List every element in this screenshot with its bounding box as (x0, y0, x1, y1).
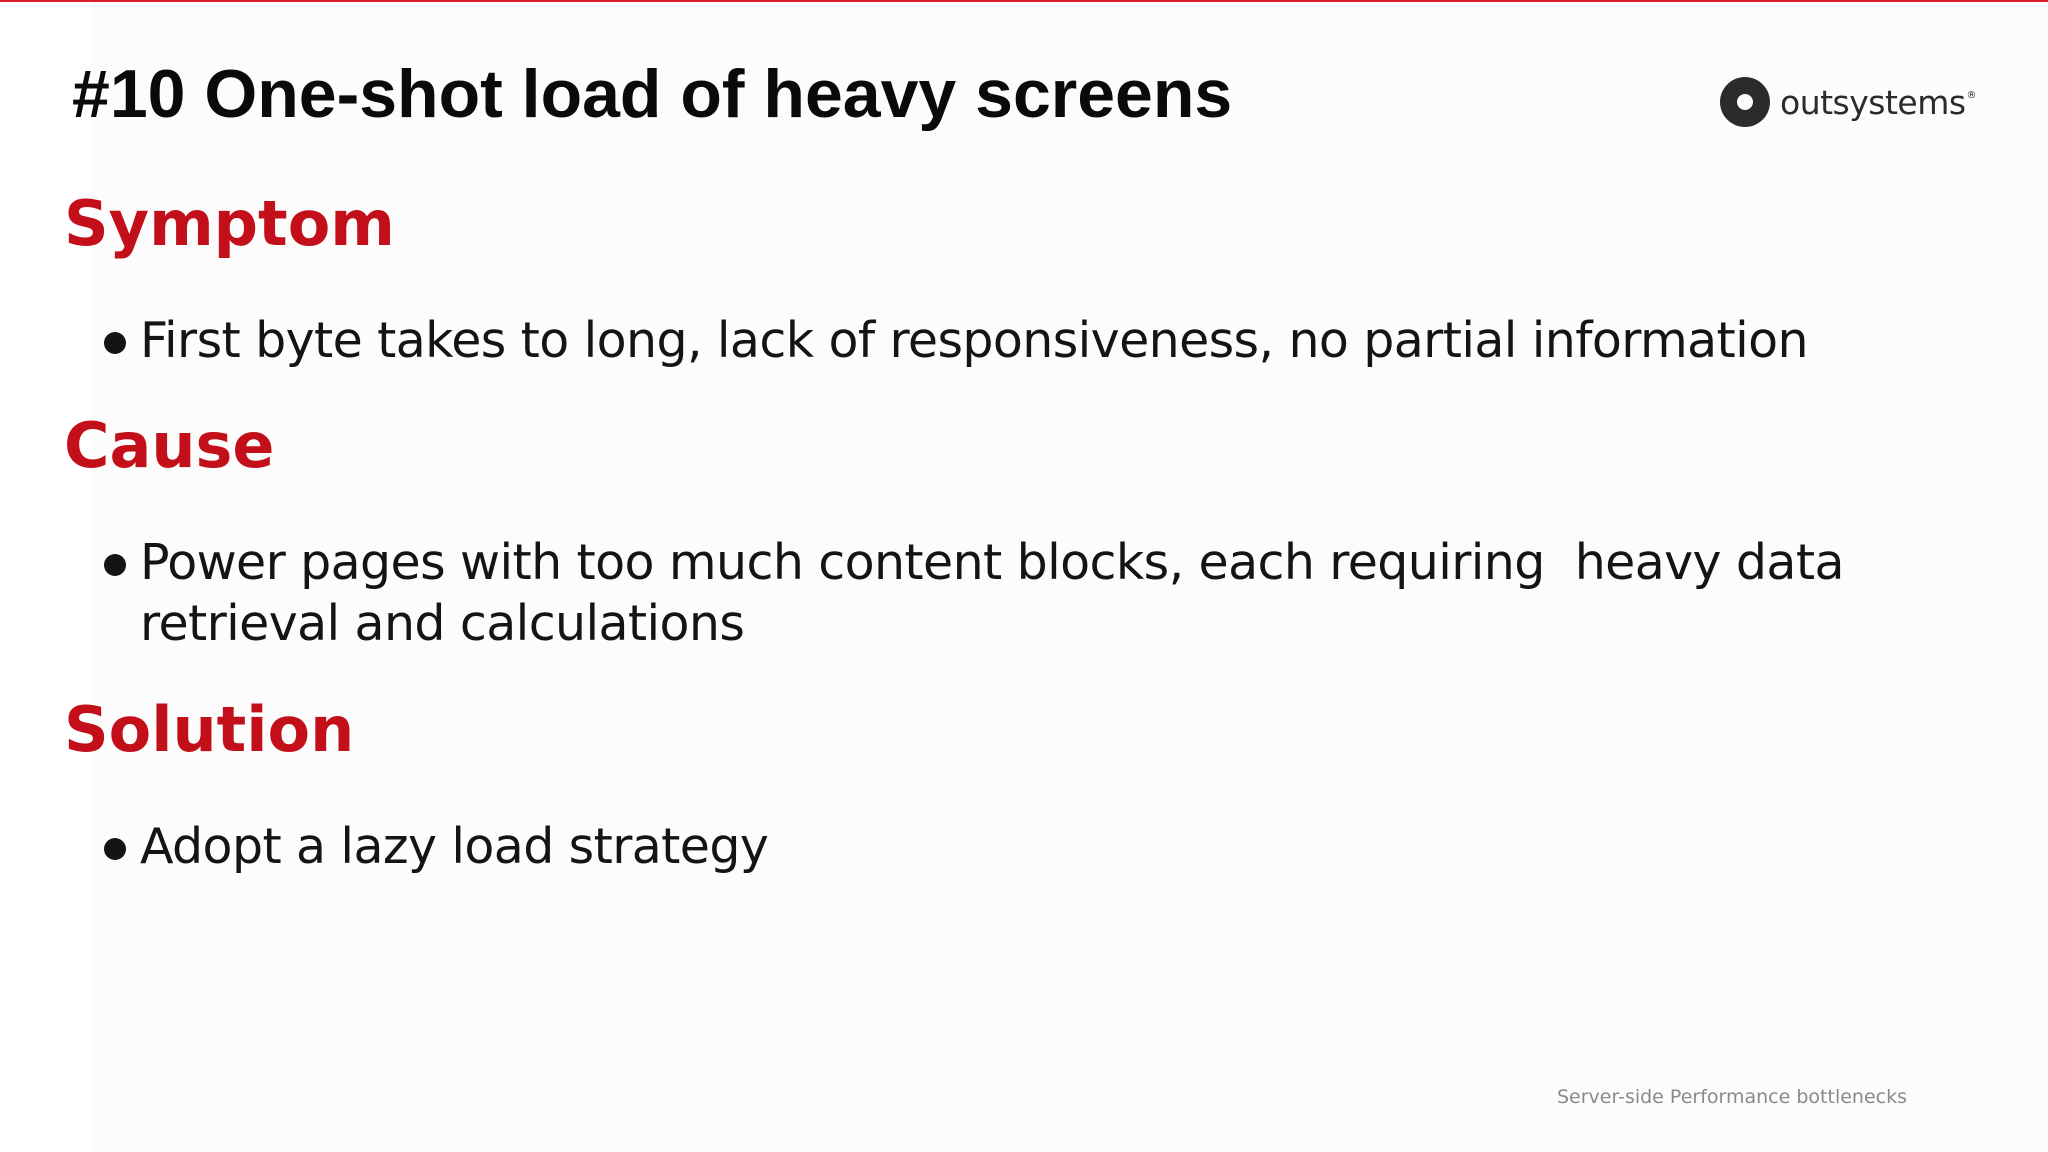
logo-wordmark (1780, 83, 1976, 122)
outsystems-logo (1720, 74, 1976, 130)
bullet-text: Adopt a lazy load strategy (140, 818, 769, 875)
logo-text: outsystems (1780, 82, 1966, 122)
section-heading-symptom: Symptom (64, 187, 395, 260)
section-heading-cause: Cause (64, 409, 275, 482)
slide-title: #10 One-shot load of heavy screens (72, 56, 1233, 132)
bullet-icon (104, 838, 126, 860)
outsystems-logo-icon (1720, 77, 1770, 127)
bullet-text: First byte takes to long, lack of responsiveness, no partial information (140, 312, 1808, 369)
bullet-solution (104, 816, 1864, 877)
bullet-cause (104, 532, 1859, 654)
bullet-icon (104, 554, 126, 576)
registered-mark: ® (1966, 89, 1977, 101)
top-rule (0, 0, 2048, 2)
bullet-text: Power pages with too much content blocks, each requiring heavy data retrieval and calculations (140, 534, 1859, 652)
slide-footer: Server-side Performance bottlenecks (1557, 1086, 1907, 1108)
section-heading-solution: Solution (64, 693, 355, 766)
bullet-symptom (104, 310, 1864, 371)
bullet-icon (104, 332, 126, 354)
